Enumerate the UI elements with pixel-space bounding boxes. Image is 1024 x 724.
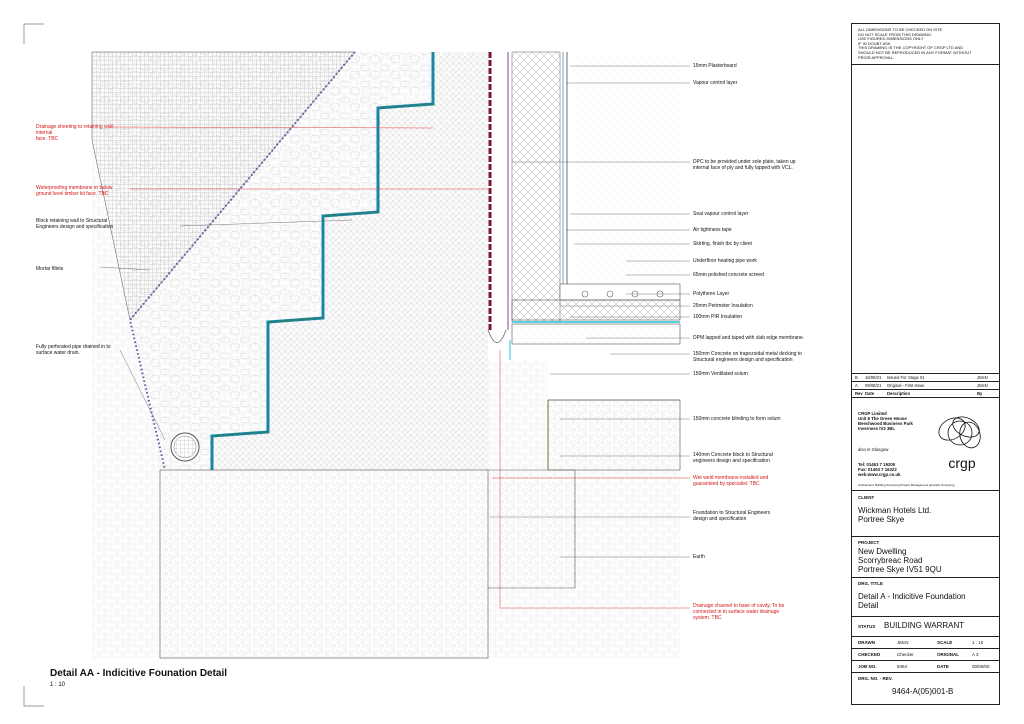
logo-rings-icon	[930, 407, 994, 451]
detail-title: Detail AA - Indicitive Founation Detail	[50, 668, 228, 679]
date-header: Date	[865, 391, 875, 396]
annotation-perforated-pipe: Fully perforated pipe drained in to surface water drain.	[36, 344, 111, 356]
annotation-earth: Earth	[693, 554, 705, 560]
title-block	[851, 23, 1000, 705]
project-label: PROJECT	[858, 540, 880, 545]
drawing-title: Detail A - Indicitive Foundation Detail	[858, 592, 966, 610]
drawn-label: DRAWN	[858, 640, 875, 645]
rev-date: 16/09/21	[865, 375, 882, 380]
scale-value: 1 : 10	[972, 640, 984, 645]
title-block-notes: ALL DIMENSIONS TO BE CHECKED ON SITE DO NOT SCALE FROM THIS DRAWING. USE FIGURED DIMENSIONS ONLY IF IN DOUBT ASK THIS DRAWING IS THE COPYRIGHT OF CRGP LTD AND SHOULD NOT BE REPRODUCED IN ANY FORMAT WITHOUT PRIOR APPROVAL.	[858, 27, 972, 60]
status-label: STATUS	[858, 624, 876, 629]
date-label: DATE	[937, 664, 949, 669]
annotation-foundation: Foundation to Structural Engineers design and specification	[693, 510, 771, 522]
company-contact: Tel: 01463 7 19200 Fax: 01463 7 16322 web:www.crgp.co.uk	[858, 462, 901, 477]
revision-header	[852, 389, 999, 398]
annotation-wet-weld: Wet weld membrane installed and guaranteed by specialist. TBC	[693, 475, 769, 487]
checked-row	[852, 648, 999, 660]
annotation-plasterboard: 15mm Plasterboard	[693, 63, 737, 69]
logo-text: crgp	[948, 455, 976, 471]
annotation-perimeter-insulation: 25mm Perimeter Insulation	[693, 303, 753, 309]
rev-code: A	[855, 383, 858, 388]
original-value: A 3	[972, 652, 979, 657]
rev-by: JMcN	[977, 383, 988, 388]
also-in-glasgow: also in Glasgow	[858, 447, 889, 452]
annotation-concrete-block: 140mm Concrete block to Structural engineers design and specification	[693, 452, 773, 464]
annotation-drainage-sheeting: Drainage sheeting to retaining wall internal face. TBC	[36, 124, 113, 142]
client-label: CLIENT	[858, 495, 875, 500]
rev-date: 09/08/21	[865, 383, 882, 388]
annotation-ufh: Underfloor heating pipe work	[693, 258, 757, 264]
job-label: JOB NO.	[858, 664, 877, 669]
job-value: 9464	[897, 664, 908, 669]
annotation-mortar-fillets: Mortar fillets	[36, 266, 64, 272]
annotation-screed: 65mm polished concrete screed	[693, 272, 764, 278]
annotation-vapour-control: Vapour control layer	[693, 80, 738, 86]
solum	[548, 360, 680, 400]
drawing-number: 9464-A(05)001-B	[892, 687, 954, 696]
description-header: Description	[887, 391, 911, 396]
rev-description: Original - First Issue	[887, 383, 925, 388]
checked-label: CHECKED	[858, 652, 881, 657]
rev-by: JMcN	[977, 375, 988, 380]
slab	[512, 324, 680, 344]
annotation-seal-vcl: Seal vapour control layer	[693, 211, 749, 217]
project-name: New Dwelling Scorrybreac Road Portree Skye IV51 9QU	[858, 547, 942, 574]
rev-description: Issued For Stage 01	[887, 375, 925, 380]
company-services: Architecture Building Surveying Project Management Quantity Surveying	[858, 483, 955, 487]
annotation-dpm: DPM lapped and taped with slab edge membrane.	[693, 335, 805, 341]
by-header: By	[977, 391, 983, 396]
drawn-value: JMcN	[897, 640, 909, 645]
revision-table	[852, 373, 999, 398]
foundation	[160, 470, 488, 658]
annotation-dpc: DPC to be provided under sole plate, taken up internal face of ply and fully lapped with VCL.	[693, 159, 796, 171]
company-address: CRGP Limited Unit 8 The Green House Beechwood Business Park Inverness IV2 3BL	[858, 411, 913, 431]
revision-row	[852, 381, 999, 389]
annotation-skirting: Skirting, finish tbc by client	[693, 241, 752, 247]
annotation-block-retaining-wall: Block retaining wall to Structural Engineers design and specification	[36, 218, 114, 230]
crgp-logo	[930, 407, 994, 471]
annotation-pir: 100mm PIR Insulation	[693, 314, 743, 320]
annotation-drainage-channel: Drainage channel to base of cavity. To be connected in to surface water drainage system. TBC	[693, 603, 785, 621]
date-value: 00/00/00	[972, 664, 990, 669]
client-name: Wickman Hotels Ltd. Portree Skye	[858, 506, 932, 524]
revision-row	[852, 373, 999, 381]
status-value: BUILDING WARRANT	[884, 621, 965, 630]
original-label: ORIGINAL	[937, 652, 959, 657]
scale-label: SCALE	[937, 640, 953, 645]
annotation-air-tightness: Air tightness tape	[693, 227, 732, 233]
drawn-row	[852, 636, 999, 648]
drawing-title-label: DRG. TITLE	[858, 581, 883, 586]
detail-scale: 1 : 10	[50, 682, 66, 688]
annotation-blinding: 150mm concrete blinding to form solum	[693, 416, 781, 422]
annotation-waterproofing-membrane: Waterproofing membrane to below ground level timber kit face. TBC	[36, 185, 113, 197]
rev-code: B	[855, 375, 858, 380]
annotation-concrete-decking: 150mm Concrete on trapezoidal metal decking to Structural engineers design and specification	[693, 351, 802, 363]
drawing-number-label: DRG. NO. - REV.	[858, 676, 893, 681]
annotation-solum: 150mm Ventilated solum	[693, 371, 748, 377]
checked-value: Checker	[897, 652, 914, 657]
job-row	[852, 660, 999, 672]
timber-kit-wall	[512, 52, 560, 322]
annotation-polythene: Polythene Layer	[693, 291, 730, 297]
rev-header: Rev	[855, 391, 863, 396]
